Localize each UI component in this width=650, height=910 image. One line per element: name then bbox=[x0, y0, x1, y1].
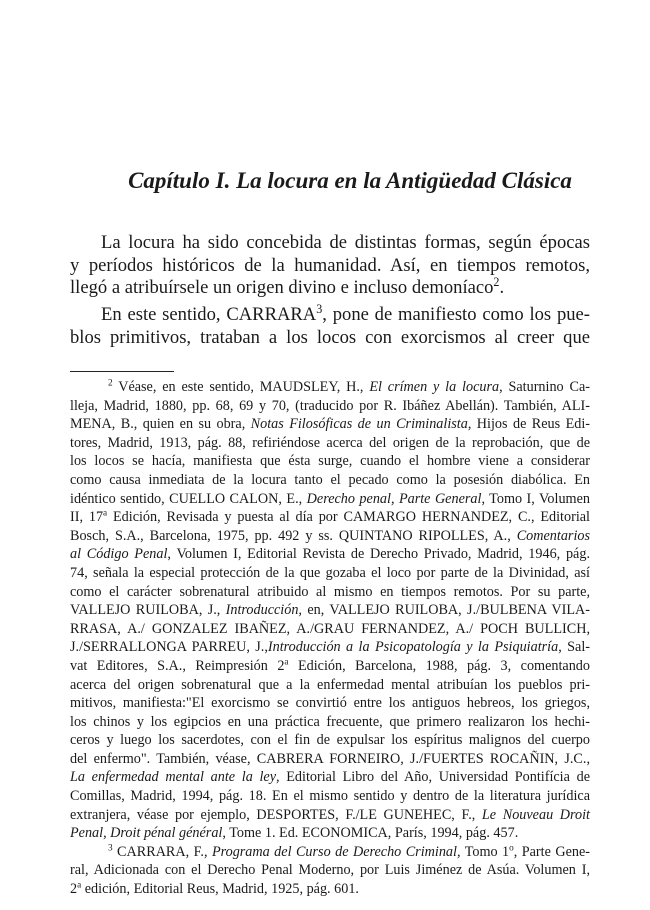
body-line bbox=[70, 255, 590, 278]
text-segment: como causa inmediata de la locura tanto el pecado como la posesión diabólica. En bbox=[70, 471, 590, 488]
chapter-title: Capítulo I. La locura en la Antigüedad Clásica bbox=[128, 168, 572, 193]
footnote-line bbox=[70, 731, 590, 750]
text-segment: del enfermo". También, véase, CABRERA FORNEIRO, J./FUERTES ROCAÑIN, J.C., bbox=[70, 750, 590, 767]
text-segment: VALLEJO RUILOBA, J., bbox=[70, 602, 226, 619]
text-segment: En este sentido, CARRARA bbox=[101, 304, 317, 325]
text-segment: , pone de manifiesto como los pue- bbox=[322, 304, 590, 325]
text-segment: y períodos históricos de la humanidad. Así, en tiempos remotos, bbox=[70, 254, 590, 276]
footnote-line bbox=[70, 620, 590, 639]
footnote-line bbox=[70, 508, 590, 527]
italic-text: Introducción, bbox=[225, 602, 302, 619]
footnote-line bbox=[70, 676, 590, 695]
italic-text: Comentarios bbox=[516, 527, 590, 544]
text-segment: , Sal- bbox=[558, 639, 591, 656]
text-segment: ceros y luego los sacerdotes, con el fin de expulsar los espíritus malignos del cuerpo bbox=[70, 732, 590, 749]
footnote-line bbox=[70, 657, 590, 676]
text-segment: , Volumen I, Editorial Revista de Derecho Privado, Madrid, 1946, pág. bbox=[167, 546, 590, 563]
text-segment: en, VALLEJO RUILOBA, J./BULBENA VILA- bbox=[301, 602, 590, 619]
text-segment: J./SERRALLONGA PARREU, J., bbox=[70, 639, 268, 656]
body-line bbox=[70, 327, 590, 350]
footnote-line bbox=[70, 490, 590, 509]
footnote-line bbox=[70, 713, 590, 732]
text-segment: Comillas, Madrid, 1994, pág. 18. En el mismo sentido y dentro de la literatura jurídica bbox=[70, 788, 590, 805]
body-text bbox=[70, 232, 590, 349]
footnote-line bbox=[70, 397, 590, 416]
text-segment: blos primitivos, trataban a los locos con exorcismos al creer que bbox=[70, 326, 590, 348]
italic-text: Programa del Curso de Derecho Criminal bbox=[211, 843, 457, 860]
italic-text: El crímen y la locura bbox=[369, 379, 500, 395]
text-segment: , Editorial Libro del Año, Universidad Pontifícia de bbox=[276, 769, 590, 786]
text-segment: Bosch, S.A., Barcelona, 1975, pp. 492 y ss. QUINTANO RIPOLLES, A., bbox=[70, 527, 517, 544]
superscript: 3 bbox=[108, 842, 113, 853]
italic-text: Notas Filosóficas de un Criminalista bbox=[250, 416, 468, 433]
italic-text: Le Nouveau Droit bbox=[481, 806, 590, 823]
footnote-line bbox=[70, 824, 590, 843]
text-segment: llegó a atribuírsele un origen divino e incluso demoníaco bbox=[70, 277, 494, 298]
footnote-line bbox=[70, 452, 590, 471]
footnote-line bbox=[70, 768, 590, 787]
italic-text: Introducción a la Psicopatología y la Psiquiatría bbox=[267, 639, 559, 656]
text-segment: lleja, Madrid, 1880, pp. 68, 69 y 70, (traducido por R. Ibáñez Abellán). También, ALI- bbox=[70, 397, 590, 414]
text-segment: , Tomo I, Volumen bbox=[481, 490, 590, 507]
body-line bbox=[70, 301, 590, 327]
superscript: 2 bbox=[493, 274, 500, 289]
text-segment: RRASA, A./ GONZALEZ IBAÑEZ, A./GRAU FERNANDEZ, A./ POCH BULLICH, bbox=[70, 620, 590, 637]
text-segment: vat Editores, S.A., Reimpresión 2 bbox=[70, 657, 285, 674]
footnote-line bbox=[70, 694, 590, 713]
text-segment: , Parte Gene- bbox=[513, 843, 590, 860]
footnote-line bbox=[70, 545, 590, 564]
superscript: 2 bbox=[108, 377, 113, 388]
italic-text: Penal, Droit pénal général bbox=[70, 825, 223, 842]
text-segment: los chinos y los egipcios en una práctica frecuente, que primero realizaron los hechi- bbox=[70, 713, 590, 730]
text-segment: La locura ha sido concebida de distintas formas, según épocas bbox=[101, 232, 590, 253]
text-segment: extranjera, véase por ejemplo, DESPORTES, F./LE GUNEHEC, F., bbox=[70, 806, 482, 823]
text-segment: acerca del origen sobrenatural que a la enfermedad mental atribuían los pueblos pri- bbox=[70, 676, 590, 693]
footnote-line bbox=[70, 583, 590, 602]
footnote-line bbox=[70, 471, 590, 490]
body-line bbox=[70, 274, 590, 300]
text-segment: Véase, en este sentido, MAUDSLEY, H., bbox=[112, 379, 370, 395]
text-segment: 2 bbox=[70, 881, 78, 898]
text-segment: edición, Editorial Reus, Madrid, 1925, pág. 601. bbox=[81, 881, 359, 898]
body-line bbox=[70, 232, 590, 255]
footnote-line bbox=[70, 806, 590, 825]
text-segment: , Tome 1. Ed. ECONOMICA, París, 1994, pág. 457. bbox=[222, 825, 519, 842]
italic-text: Derecho penal, Parte General bbox=[306, 490, 482, 507]
footnote-line bbox=[70, 434, 590, 453]
footnote-line bbox=[70, 415, 590, 434]
footnote-line bbox=[70, 787, 590, 806]
superscript: a bbox=[284, 656, 289, 667]
text-segment: Edición, Barcelona, 1988, pág. 3, comentando bbox=[288, 657, 590, 674]
footnote-separator bbox=[70, 371, 174, 372]
footnote-line bbox=[70, 527, 590, 546]
superscript: 3 bbox=[316, 301, 323, 316]
superscript: a bbox=[103, 507, 108, 518]
text-segment: , Hijos de Reus Edi- bbox=[467, 416, 590, 433]
footnote-line bbox=[70, 601, 590, 620]
text-segment: mitivos, manifiesta:"El exorcismo se convirtió entre los antiguos hebreos, los griegos, bbox=[70, 695, 590, 712]
superscript: o bbox=[509, 842, 514, 853]
text-segment: tores, Madrid, 1913, pág. 88, refiriéndose acerca del origen de la reprobación, que de bbox=[70, 434, 590, 451]
footnote-line bbox=[70, 378, 590, 397]
footnote-line bbox=[70, 843, 590, 862]
text-segment: MENA, B., quien en su obra, bbox=[70, 416, 251, 433]
footnote-line bbox=[70, 880, 590, 899]
footnote-line bbox=[70, 750, 590, 769]
text-segment: Edición, Revisada y puesta al día por CAMARGO HERNANDEZ, C., Editorial bbox=[107, 509, 590, 526]
text-segment: 74, señala la especial protección de la que gozaba el loco por parte de la Divinidad, así bbox=[70, 564, 590, 581]
footnote-line bbox=[70, 861, 590, 880]
text-segment: ral, Adicionada con el Derecho Penal Moderno, por Luis Jiménez de Asúa. Volumen I, bbox=[70, 862, 590, 879]
text-segment: idéntico sentido, CUELLO CALON, E., bbox=[70, 490, 307, 507]
text-segment: . bbox=[499, 277, 505, 298]
italic-text: La enfermedad mental ante la ley bbox=[70, 769, 277, 786]
text-segment: los locos se hacía, manifiesta que ésta surge, cuando el hombre viene a considerar bbox=[70, 453, 590, 470]
text-segment: , Saturnino Ca- bbox=[499, 379, 590, 395]
text-segment: , Tomo 1 bbox=[456, 843, 510, 860]
footnote-line bbox=[70, 564, 590, 583]
italic-text: al Código Penal bbox=[70, 546, 168, 563]
text-segment: CARRARA, F., bbox=[112, 843, 212, 860]
footnotes bbox=[70, 378, 590, 899]
superscript: a bbox=[77, 879, 82, 890]
text-segment: como el carácter sobrenatural atribuido al mismo en tiempos remotos. Por su parte, bbox=[70, 583, 590, 600]
footnote-line bbox=[70, 638, 590, 657]
text-segment: II, 17 bbox=[70, 509, 104, 526]
